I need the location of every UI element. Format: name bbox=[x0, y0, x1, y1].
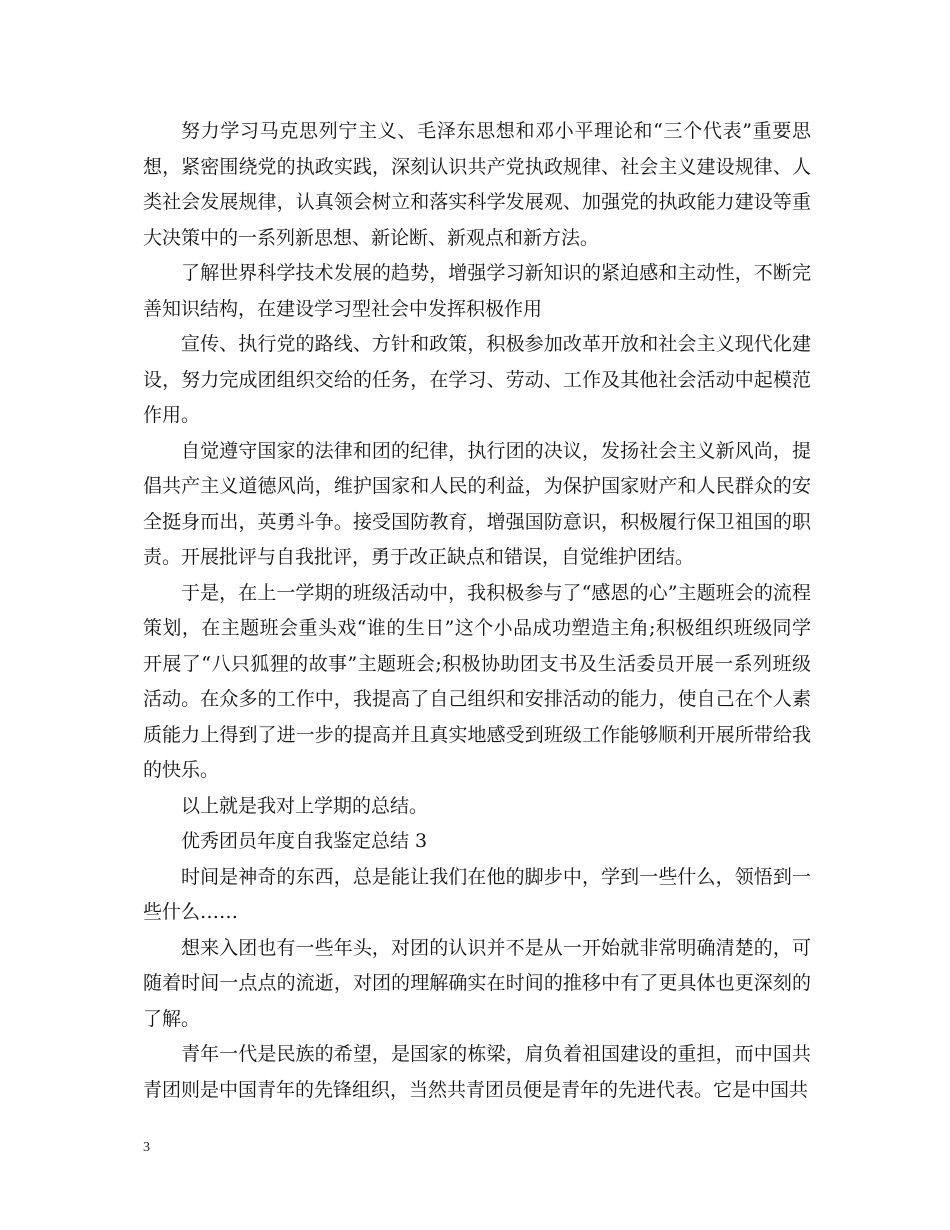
paragraph-time: 时间是神奇的东西，总是能让我们在他的脚步中，学到一些什么，领悟到一些什么…… bbox=[143, 865, 811, 923]
paragraph-science-trends: 了解世界科学技术发展的趋势，增强学习新知识的紧迫感和主动性，不断完善知识结构，在建设学习型社会中发挥积极作用 bbox=[143, 262, 811, 320]
paragraph-party-line: 宣传、执行党的路线、方针和政策，积极参加改革开放和社会主义现代化建设，努力完成团组织交给的任务，在学习、劳动、工作及其他社会活动中起模范作用。 bbox=[143, 333, 811, 426]
paragraph-class-activities: 于是，在上一学期的班级活动中，我积极参与了“感恩的心”主题班会的流程策划，在主题班会重头戏“谁的生日”这个小品成功塑造主角;积极组织班级同学开展了“八只狐狸的故事”主题班会;积极协助团支书及生活委员开展一系列班级活动。在众多的工作中，我提高了自己组织和安排活动的能力，使自己在个人素质能力上得到了进一步的提高并且真实地感受到班级工作能够顺利开展所带给我的快乐。 bbox=[143, 581, 811, 781]
paragraph-joining-league: 想来入团也有一些年头，对团的认识并不是从一开始就非常明确清楚的，可随着时间一点点的流逝，对团的理解确实在时间的推移中有了更具体也更深刻的了解。 bbox=[143, 936, 811, 1030]
paragraph-youth-generation: 青年一代是民族的希望，是国家的栋梁，肩负着祖国建设的重担，而中国共青团则是中国青年的先锋组织，当然共青团员便是青年的先进代表。它是中国共 bbox=[143, 1043, 811, 1101]
section-heading: 优秀团员年度自我鉴定总结 3 bbox=[181, 830, 428, 852]
document-body bbox=[143, 114, 811, 1108]
paragraph-summary-closing: 以上就是我对上学期的总结。 bbox=[181, 794, 429, 817]
paragraph-study-theory: 努力学习马克思列宁主义、毛泽东思想和邓小平理论和“三个代表”重要思想，紧密围绕党的执政实践，深刻认识共产党执政规律、社会主义建设规律、人类社会发展规律，认真领会树立和落实科学发展观、加强党的执政能力建设等重大决策中的一系列新思想、新论断、新观点和新方法。 bbox=[143, 120, 811, 249]
page-number: 3 bbox=[143, 1140, 150, 1155]
paragraph-obey-law: 自觉遵守国家的法律和团的纪律，执行团的决议，发扬社会主义新风尚，提倡共产主义道德风尚，维护国家和人民的利益，为保护国家财产和人民群众的安全挺身而出，英勇斗争。接受国防教育，增强国防意识，积极履行保卫祖国的职责。开展批评与自我批评，勇于改正缺点和错误，自觉维护团结。 bbox=[143, 439, 811, 568]
